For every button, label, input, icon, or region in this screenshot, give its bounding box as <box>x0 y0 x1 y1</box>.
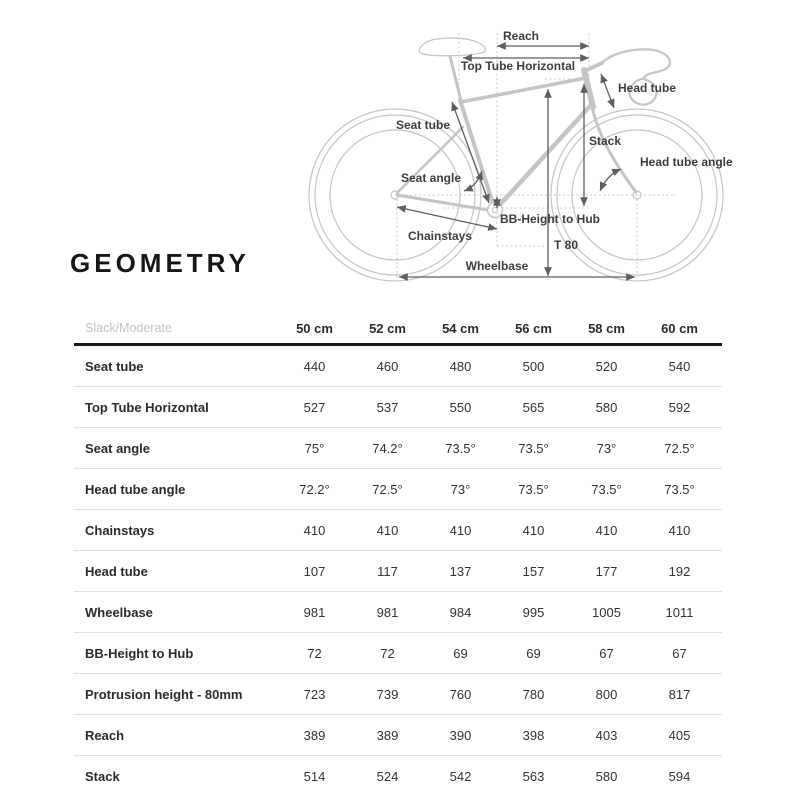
table-cell: 723 <box>303 686 326 702</box>
table-cell: 1005 <box>592 604 621 620</box>
table-cell: 410 <box>668 522 691 538</box>
table-row <box>74 633 722 674</box>
column-header: 50 cm <box>296 320 333 336</box>
table-cell: 177 <box>595 563 618 579</box>
reach-label: Reach <box>502 29 540 43</box>
head-tube-angle-arc <box>600 169 621 191</box>
table-cell: 117 <box>377 563 398 579</box>
table-cell: 1011 <box>665 604 694 620</box>
table-cell: 537 <box>376 399 399 415</box>
row-label: Chainstays <box>85 522 155 538</box>
row-label: BB-Height to Hub <box>85 645 194 661</box>
seat-angle-label: Seat angle <box>400 171 461 185</box>
table-cell: 69 <box>453 645 468 661</box>
chainstays-label: Chainstays <box>407 229 473 243</box>
table-header-variant: Slack/Moderate <box>85 321 172 335</box>
row-label: Reach <box>85 727 125 743</box>
wheelbase-label: Wheelbase <box>465 259 529 273</box>
row-label: Stack <box>85 769 120 784</box>
table-cell: 405 <box>668 727 691 743</box>
table-cell: 592 <box>668 399 691 415</box>
handlebar <box>602 49 670 104</box>
column-header: 52 cm <box>369 320 406 336</box>
table-cell: 800 <box>595 686 618 702</box>
row-label: Wheelbase <box>85 604 153 620</box>
row-label: Protrusion height - 80mm <box>85 686 243 702</box>
table-cell: 389 <box>376 727 399 743</box>
table-row <box>74 346 722 387</box>
seat-tube-label: Seat tube <box>395 118 450 132</box>
t80-label: T 80 <box>554 238 579 252</box>
table-cell: 72.5° <box>664 440 695 456</box>
head-tube-angle-label: Head tube angle <box>640 155 733 169</box>
table-cell: 440 <box>303 358 326 374</box>
table-row <box>74 592 722 633</box>
tth-label: Top Tube Horizontal <box>460 59 576 73</box>
table-cell: 157 <box>522 563 545 579</box>
table-cell: 410 <box>303 522 326 538</box>
table-cell: 73.5° <box>445 440 476 456</box>
table-cell: 514 <box>303 769 326 784</box>
table-cell: 389 <box>303 727 326 743</box>
table-cell: 739 <box>376 686 399 702</box>
table-row <box>74 551 722 592</box>
table-cell: 410 <box>449 522 472 538</box>
head-tube-arrow <box>601 74 614 108</box>
table-cell: 817 <box>668 686 691 702</box>
table-row <box>74 469 722 510</box>
table-cell: 75° <box>304 440 325 456</box>
row-label: Head tube angle <box>85 481 186 497</box>
table-row <box>74 674 722 715</box>
table-cell: 410 <box>376 522 399 538</box>
table-cell: 74.2° <box>372 440 403 456</box>
table-cell: 594 <box>668 769 691 784</box>
table-cell: 480 <box>449 358 472 374</box>
table-cell: 73.5° <box>518 481 549 497</box>
table-cell: 73.5° <box>518 440 549 456</box>
table-cell: 527 <box>303 399 326 415</box>
table-cell: 542 <box>449 769 472 784</box>
table-cell: 72.5° <box>372 481 403 497</box>
row-label: Seat angle <box>85 440 151 456</box>
column-header: 58 cm <box>588 320 625 336</box>
table-cell: 107 <box>303 563 326 579</box>
table-cell: 73.5° <box>591 481 622 497</box>
column-header: 60 cm <box>661 320 698 336</box>
table-cell: 403 <box>595 727 618 743</box>
table-cell: 69 <box>526 645 541 661</box>
table-cell: 500 <box>522 358 545 374</box>
row-label: Top Tube Horizontal <box>85 399 209 415</box>
table-cell: 73.5° <box>664 481 695 497</box>
table-cell: 398 <box>522 727 545 743</box>
table-cell: 72 <box>380 645 395 661</box>
geometry-table <box>74 313 722 797</box>
table-cell: 520 <box>595 358 618 374</box>
table-cell: 780 <box>522 686 545 702</box>
table-cell: 390 <box>449 727 472 743</box>
table-cell: 565 <box>522 399 545 415</box>
table-cell: 580 <box>595 399 618 415</box>
table-cell: 984 <box>449 604 472 620</box>
table-cell: 67 <box>672 645 687 661</box>
table-row <box>74 756 722 797</box>
table-row <box>74 428 722 469</box>
table-cell: 524 <box>376 769 399 784</box>
table-cell: 67 <box>599 645 614 661</box>
table-header-row <box>74 313 722 346</box>
table-cell: 550 <box>449 399 472 415</box>
table-cell: 137 <box>449 563 472 579</box>
table-cell: 72 <box>307 645 322 661</box>
table-cell: 410 <box>595 522 618 538</box>
table-cell: 540 <box>668 358 691 374</box>
table-cell: 580 <box>595 769 618 784</box>
row-label: Seat tube <box>85 358 144 374</box>
column-header: 54 cm <box>442 320 479 336</box>
bb-height-label: BB-Height to Hub <box>500 212 600 226</box>
stack-label: Stack <box>589 134 622 148</box>
head-tube-label: Head tube <box>618 81 677 95</box>
table-cell: 981 <box>376 604 399 620</box>
row-label: Head tube <box>85 563 148 579</box>
table-cell: 192 <box>668 563 691 579</box>
table-cell: 73° <box>450 481 471 497</box>
table-cell: 460 <box>376 358 399 374</box>
table-cell: 72.2° <box>299 481 330 497</box>
table-row <box>74 387 722 428</box>
page-title: GEOMETRY <box>70 248 250 278</box>
table-row <box>74 510 722 551</box>
table-cell: 995 <box>522 604 545 620</box>
table-cell: 410 <box>522 522 545 538</box>
column-header: 56 cm <box>515 320 552 336</box>
table-cell: 760 <box>449 686 472 702</box>
table-cell: 563 <box>522 769 545 784</box>
table-cell: 73° <box>596 440 617 456</box>
table-cell: 981 <box>303 604 326 620</box>
table-row <box>74 715 722 756</box>
saddle <box>419 38 485 56</box>
